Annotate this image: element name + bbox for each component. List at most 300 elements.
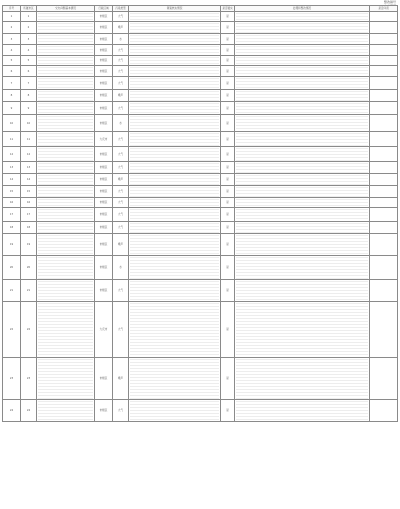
cell-type: 大气 xyxy=(113,66,129,77)
cell-accountability xyxy=(370,12,398,22)
cell-region: 市辖区 xyxy=(95,90,113,102)
cell-accountability xyxy=(370,147,398,162)
cell-investigation xyxy=(129,45,221,56)
cell-verified: 是 xyxy=(221,174,235,186)
table-row xyxy=(3,115,398,132)
cell-verified: 是 xyxy=(221,115,235,132)
text-block xyxy=(236,163,368,173)
cell-no: 8 xyxy=(3,90,21,102)
header-handling: 处理和整改情况 xyxy=(235,6,370,12)
text-block xyxy=(38,187,93,197)
cell-area: 17 xyxy=(21,208,37,222)
header-no: 序号 xyxy=(3,6,21,12)
cell-region: 市辖区 xyxy=(95,56,113,66)
cell-no: 4 xyxy=(3,45,21,56)
cell-region: 市辖区 xyxy=(95,34,113,45)
cell-verified: 是 xyxy=(221,102,235,115)
cell-issue xyxy=(37,280,95,302)
cell-investigation xyxy=(129,358,221,400)
cell-type: 大气 xyxy=(113,147,129,162)
text-block xyxy=(130,209,219,221)
cell-area: 12 xyxy=(21,147,37,162)
text-block xyxy=(130,163,219,173)
cell-handling xyxy=(235,222,370,234)
text-block xyxy=(236,116,368,131)
text-block xyxy=(236,175,368,185)
cell-area: 24 xyxy=(21,400,37,422)
table-body xyxy=(3,12,398,422)
cell-investigation xyxy=(129,147,221,162)
cell-no: 15 xyxy=(3,186,21,198)
table-row xyxy=(3,56,398,66)
text-block xyxy=(236,223,368,233)
cell-region: 市辖区 xyxy=(95,256,113,280)
cell-verified: 是 xyxy=(221,208,235,222)
text-block xyxy=(38,103,93,114)
text-block xyxy=(38,401,93,421)
text-block xyxy=(236,281,368,301)
cell-investigation xyxy=(129,102,221,115)
cell-type: 噪声 xyxy=(113,358,129,400)
cell-issue xyxy=(37,12,95,22)
cell-accountability xyxy=(370,77,398,90)
cell-no: 12 xyxy=(3,147,21,162)
cell-no: 24 xyxy=(3,400,21,422)
cell-region: 市辖区 xyxy=(95,186,113,198)
text-block xyxy=(236,133,368,146)
cell-type: 大气 xyxy=(113,302,129,358)
cell-area: 22 xyxy=(21,302,37,358)
cell-no: 18 xyxy=(3,222,21,234)
table-row xyxy=(3,132,398,147)
cell-region: 市辖区 xyxy=(95,66,113,77)
cell-region: 市辖区 xyxy=(95,45,113,56)
text-block xyxy=(38,257,93,279)
text-block xyxy=(38,35,93,44)
text-block xyxy=(130,401,219,421)
cell-issue xyxy=(37,115,95,132)
cell-verified: 是 xyxy=(221,186,235,198)
cell-accountability xyxy=(370,90,398,102)
table-row xyxy=(3,34,398,45)
cell-accountability xyxy=(370,45,398,56)
text-block xyxy=(38,91,93,101)
header-accountability: 是否问责 xyxy=(370,6,398,12)
cell-region: 市辖区 xyxy=(95,22,113,34)
table-row xyxy=(3,358,398,400)
text-block xyxy=(38,148,93,161)
text-block xyxy=(38,133,93,146)
cell-area: 16 xyxy=(21,198,37,208)
cell-accountability xyxy=(370,302,398,358)
cell-issue xyxy=(37,132,95,147)
cell-area: 5 xyxy=(21,56,37,66)
cell-region: 市辖区 xyxy=(95,174,113,186)
cell-issue xyxy=(37,90,95,102)
cell-type: 大气 xyxy=(113,400,129,422)
text-block xyxy=(38,303,93,357)
text-block xyxy=(38,209,93,221)
header-region: 行政区域 xyxy=(95,6,113,12)
cell-investigation xyxy=(129,132,221,147)
text-block xyxy=(38,175,93,185)
cell-type: 大气 xyxy=(113,186,129,198)
table-row xyxy=(3,256,398,280)
cell-region: 市辖区 xyxy=(95,198,113,208)
cell-handling xyxy=(235,358,370,400)
cell-investigation xyxy=(129,208,221,222)
cell-investigation xyxy=(129,280,221,302)
cell-type: 噪声 xyxy=(113,234,129,256)
text-block xyxy=(130,133,219,146)
cell-accountability xyxy=(370,22,398,34)
cell-verified: 是 xyxy=(221,234,235,256)
cell-investigation xyxy=(129,115,221,132)
cell-area: 1 xyxy=(21,12,37,22)
cell-no: 21 xyxy=(3,280,21,302)
cell-handling xyxy=(235,147,370,162)
text-block xyxy=(38,67,93,76)
cell-type: 大气 xyxy=(113,198,129,208)
cell-verified: 是 xyxy=(221,12,235,22)
text-block xyxy=(130,13,219,21)
text-block xyxy=(130,281,219,301)
cell-verified: 是 xyxy=(221,358,235,400)
text-block xyxy=(130,175,219,185)
cell-verified: 是 xyxy=(221,90,235,102)
cell-handling xyxy=(235,34,370,45)
cell-verified: 是 xyxy=(221,280,235,302)
cell-type: 大气 xyxy=(113,162,129,174)
cell-investigation xyxy=(129,56,221,66)
cell-area: 4 xyxy=(21,45,37,56)
cell-accountability xyxy=(370,56,398,66)
corner-note-line1: 整改销号 xyxy=(383,0,396,4)
cell-area: 13 xyxy=(21,162,37,174)
cell-handling xyxy=(235,90,370,102)
cell-issue xyxy=(37,56,95,66)
cell-handling xyxy=(235,102,370,115)
cell-area: 8 xyxy=(21,90,37,102)
cell-area: 6 xyxy=(21,66,37,77)
cell-verified: 是 xyxy=(221,400,235,422)
cell-no: 14 xyxy=(3,174,21,186)
cell-type: 水 xyxy=(113,115,129,132)
cell-no: 22 xyxy=(3,302,21,358)
text-block xyxy=(130,57,219,65)
cell-region: 市辖区 xyxy=(95,358,113,400)
cell-accountability xyxy=(370,400,398,422)
cell-no: 13 xyxy=(3,162,21,174)
table-row xyxy=(3,208,398,222)
cell-handling xyxy=(235,174,370,186)
text-block xyxy=(130,303,219,357)
text-block xyxy=(130,223,219,233)
cell-type: 大气 xyxy=(113,102,129,115)
cell-handling xyxy=(235,400,370,422)
text-block xyxy=(130,187,219,197)
table-row xyxy=(3,222,398,234)
cell-accountability xyxy=(370,174,398,186)
cell-issue xyxy=(37,400,95,422)
cell-handling xyxy=(235,45,370,56)
cell-no: 3 xyxy=(3,34,21,45)
cell-area: 2 xyxy=(21,22,37,34)
cell-accountability xyxy=(370,132,398,147)
cell-verified: 是 xyxy=(221,302,235,358)
cell-investigation xyxy=(129,34,221,45)
cell-accountability xyxy=(370,280,398,302)
table-row xyxy=(3,66,398,77)
cell-handling xyxy=(235,302,370,358)
text-block xyxy=(236,359,368,399)
text-block xyxy=(130,91,219,101)
cell-verified: 是 xyxy=(221,147,235,162)
table-row xyxy=(3,162,398,174)
table-row xyxy=(3,147,398,162)
cell-type: 水 xyxy=(113,34,129,45)
cell-issue xyxy=(37,45,95,56)
text-block xyxy=(130,46,219,55)
cell-verified: 是 xyxy=(221,66,235,77)
text-block xyxy=(38,57,93,65)
cell-investigation xyxy=(129,256,221,280)
cell-issue xyxy=(37,256,95,280)
cell-type: 噪声 xyxy=(113,174,129,186)
cell-region: 市辖区 xyxy=(95,102,113,115)
cell-no: 17 xyxy=(3,208,21,222)
cell-accountability xyxy=(370,234,398,256)
cell-handling xyxy=(235,234,370,256)
text-block xyxy=(236,13,368,21)
text-block xyxy=(236,23,368,33)
cell-accountability xyxy=(370,358,398,400)
cell-area: 20 xyxy=(21,256,37,280)
text-block xyxy=(130,78,219,89)
cell-area: 9 xyxy=(21,102,37,115)
text-block xyxy=(38,13,93,21)
table-row xyxy=(3,302,398,358)
cell-handling xyxy=(235,280,370,302)
cell-verified: 是 xyxy=(221,132,235,147)
cell-issue xyxy=(37,198,95,208)
cell-handling xyxy=(235,198,370,208)
cell-accountability xyxy=(370,208,398,222)
cell-verified: 是 xyxy=(221,222,235,234)
cell-type: 大气 xyxy=(113,222,129,234)
cell-verified: 是 xyxy=(221,56,235,66)
text-block xyxy=(130,35,219,44)
cell-accountability xyxy=(370,162,398,174)
table-row xyxy=(3,77,398,90)
cell-no: 19 xyxy=(3,234,21,256)
cell-verified: 是 xyxy=(221,162,235,174)
text-block xyxy=(38,359,93,399)
cell-region: 市辖区 xyxy=(95,222,113,234)
text-block xyxy=(38,46,93,55)
cell-type: 噪声 xyxy=(113,22,129,34)
text-block xyxy=(130,103,219,114)
cell-area: 11 xyxy=(21,132,37,147)
cell-area: 3 xyxy=(21,34,37,45)
cell-no: 5 xyxy=(3,56,21,66)
cell-handling xyxy=(235,56,370,66)
header-issue: 交办问题基本情况 xyxy=(37,6,95,12)
cell-issue xyxy=(37,358,95,400)
cell-verified: 是 xyxy=(221,22,235,34)
cell-area: 7 xyxy=(21,77,37,90)
cell-issue xyxy=(37,22,95,34)
table-row xyxy=(3,12,398,22)
cell-verified: 是 xyxy=(221,77,235,90)
cell-investigation xyxy=(129,22,221,34)
text-block xyxy=(130,199,219,207)
text-block xyxy=(130,257,219,279)
cell-area: 19 xyxy=(21,234,37,256)
cell-no: 10 xyxy=(3,115,21,132)
cell-issue xyxy=(37,234,95,256)
cell-handling xyxy=(235,256,370,280)
text-block xyxy=(236,209,368,221)
cell-investigation xyxy=(129,174,221,186)
text-block xyxy=(130,148,219,161)
cell-investigation xyxy=(129,12,221,22)
cell-region: 市辖区 xyxy=(95,147,113,162)
table-row xyxy=(3,186,398,198)
text-block xyxy=(130,67,219,76)
text-block xyxy=(38,23,93,33)
text-block xyxy=(38,235,93,255)
complaint-table xyxy=(2,5,398,422)
header-verified: 是否属实 xyxy=(222,7,233,10)
text-block xyxy=(38,281,93,301)
text-block xyxy=(236,199,368,207)
cell-investigation xyxy=(129,186,221,198)
cell-type: 大气 xyxy=(113,280,129,302)
cell-verified: 是 xyxy=(221,34,235,45)
cell-region: 大庆市 xyxy=(95,302,113,358)
text-block xyxy=(236,46,368,55)
cell-type: 大气 xyxy=(113,77,129,90)
cell-issue xyxy=(37,147,95,162)
text-block xyxy=(130,23,219,33)
text-block xyxy=(236,257,368,279)
cell-area: 14 xyxy=(21,174,37,186)
cell-investigation xyxy=(129,162,221,174)
cell-handling xyxy=(235,162,370,174)
cell-issue xyxy=(37,34,95,45)
cell-investigation xyxy=(129,198,221,208)
table-row xyxy=(3,45,398,56)
table-row xyxy=(3,280,398,302)
cell-handling xyxy=(235,208,370,222)
text-block xyxy=(130,116,219,131)
cell-region: 市辖区 xyxy=(95,400,113,422)
text-block xyxy=(236,91,368,101)
text-block xyxy=(38,163,93,173)
text-block xyxy=(236,235,368,255)
cell-handling xyxy=(235,12,370,22)
cell-handling xyxy=(235,115,370,132)
text-block xyxy=(236,187,368,197)
cell-issue xyxy=(37,208,95,222)
text-block xyxy=(236,148,368,161)
header-area: 所属市区 xyxy=(21,6,37,12)
cell-handling xyxy=(235,132,370,147)
cell-investigation xyxy=(129,400,221,422)
table-row xyxy=(3,102,398,115)
cell-region: 市辖区 xyxy=(95,12,113,22)
text-block xyxy=(236,35,368,44)
cell-verified: 是 xyxy=(221,256,235,280)
cell-issue xyxy=(37,102,95,115)
cell-type: 大气 xyxy=(113,132,129,147)
cell-no: 1 xyxy=(3,12,21,22)
cell-accountability xyxy=(370,115,398,132)
table-row xyxy=(3,22,398,34)
cell-handling xyxy=(235,186,370,198)
cell-type: 大气 xyxy=(113,56,129,66)
cell-accountability xyxy=(370,186,398,198)
cell-issue xyxy=(37,174,95,186)
cell-area: 10 xyxy=(21,115,37,132)
cell-no: 23 xyxy=(3,358,21,400)
cell-investigation xyxy=(129,222,221,234)
table-row xyxy=(3,400,398,422)
table-row xyxy=(3,174,398,186)
cell-area: 18 xyxy=(21,222,37,234)
text-block xyxy=(236,303,368,357)
cell-no: 2 xyxy=(3,22,21,34)
cell-handling xyxy=(235,66,370,77)
cell-region: 市辖区 xyxy=(95,280,113,302)
text-block xyxy=(38,223,93,233)
cell-no: 20 xyxy=(3,256,21,280)
cell-area: 21 xyxy=(21,280,37,302)
text-block xyxy=(130,359,219,399)
cell-verified: 是 xyxy=(221,45,235,56)
cell-accountability xyxy=(370,256,398,280)
cell-region: 市辖区 xyxy=(95,208,113,222)
text-block xyxy=(38,78,93,89)
text-block xyxy=(130,235,219,255)
cell-accountability xyxy=(370,66,398,77)
cell-accountability xyxy=(370,222,398,234)
cell-region: 市辖区 xyxy=(95,162,113,174)
cell-type: 噪声 xyxy=(113,90,129,102)
cell-accountability xyxy=(370,102,398,115)
text-block xyxy=(236,67,368,76)
cell-no: 6 xyxy=(3,66,21,77)
cell-no: 16 xyxy=(3,198,21,208)
text-block xyxy=(236,103,368,114)
cell-issue xyxy=(37,222,95,234)
cell-issue xyxy=(37,302,95,358)
text-block xyxy=(236,57,368,65)
cell-investigation xyxy=(129,90,221,102)
cell-investigation xyxy=(129,77,221,90)
cell-area: 15 xyxy=(21,186,37,198)
cell-investigation xyxy=(129,234,221,256)
table-row xyxy=(3,234,398,256)
table-row xyxy=(3,198,398,208)
cell-type: 大气 xyxy=(113,208,129,222)
cell-investigation xyxy=(129,66,221,77)
cell-type: 水 xyxy=(113,256,129,280)
cell-investigation xyxy=(129,302,221,358)
cell-issue xyxy=(37,66,95,77)
cell-no: 9 xyxy=(3,102,21,115)
